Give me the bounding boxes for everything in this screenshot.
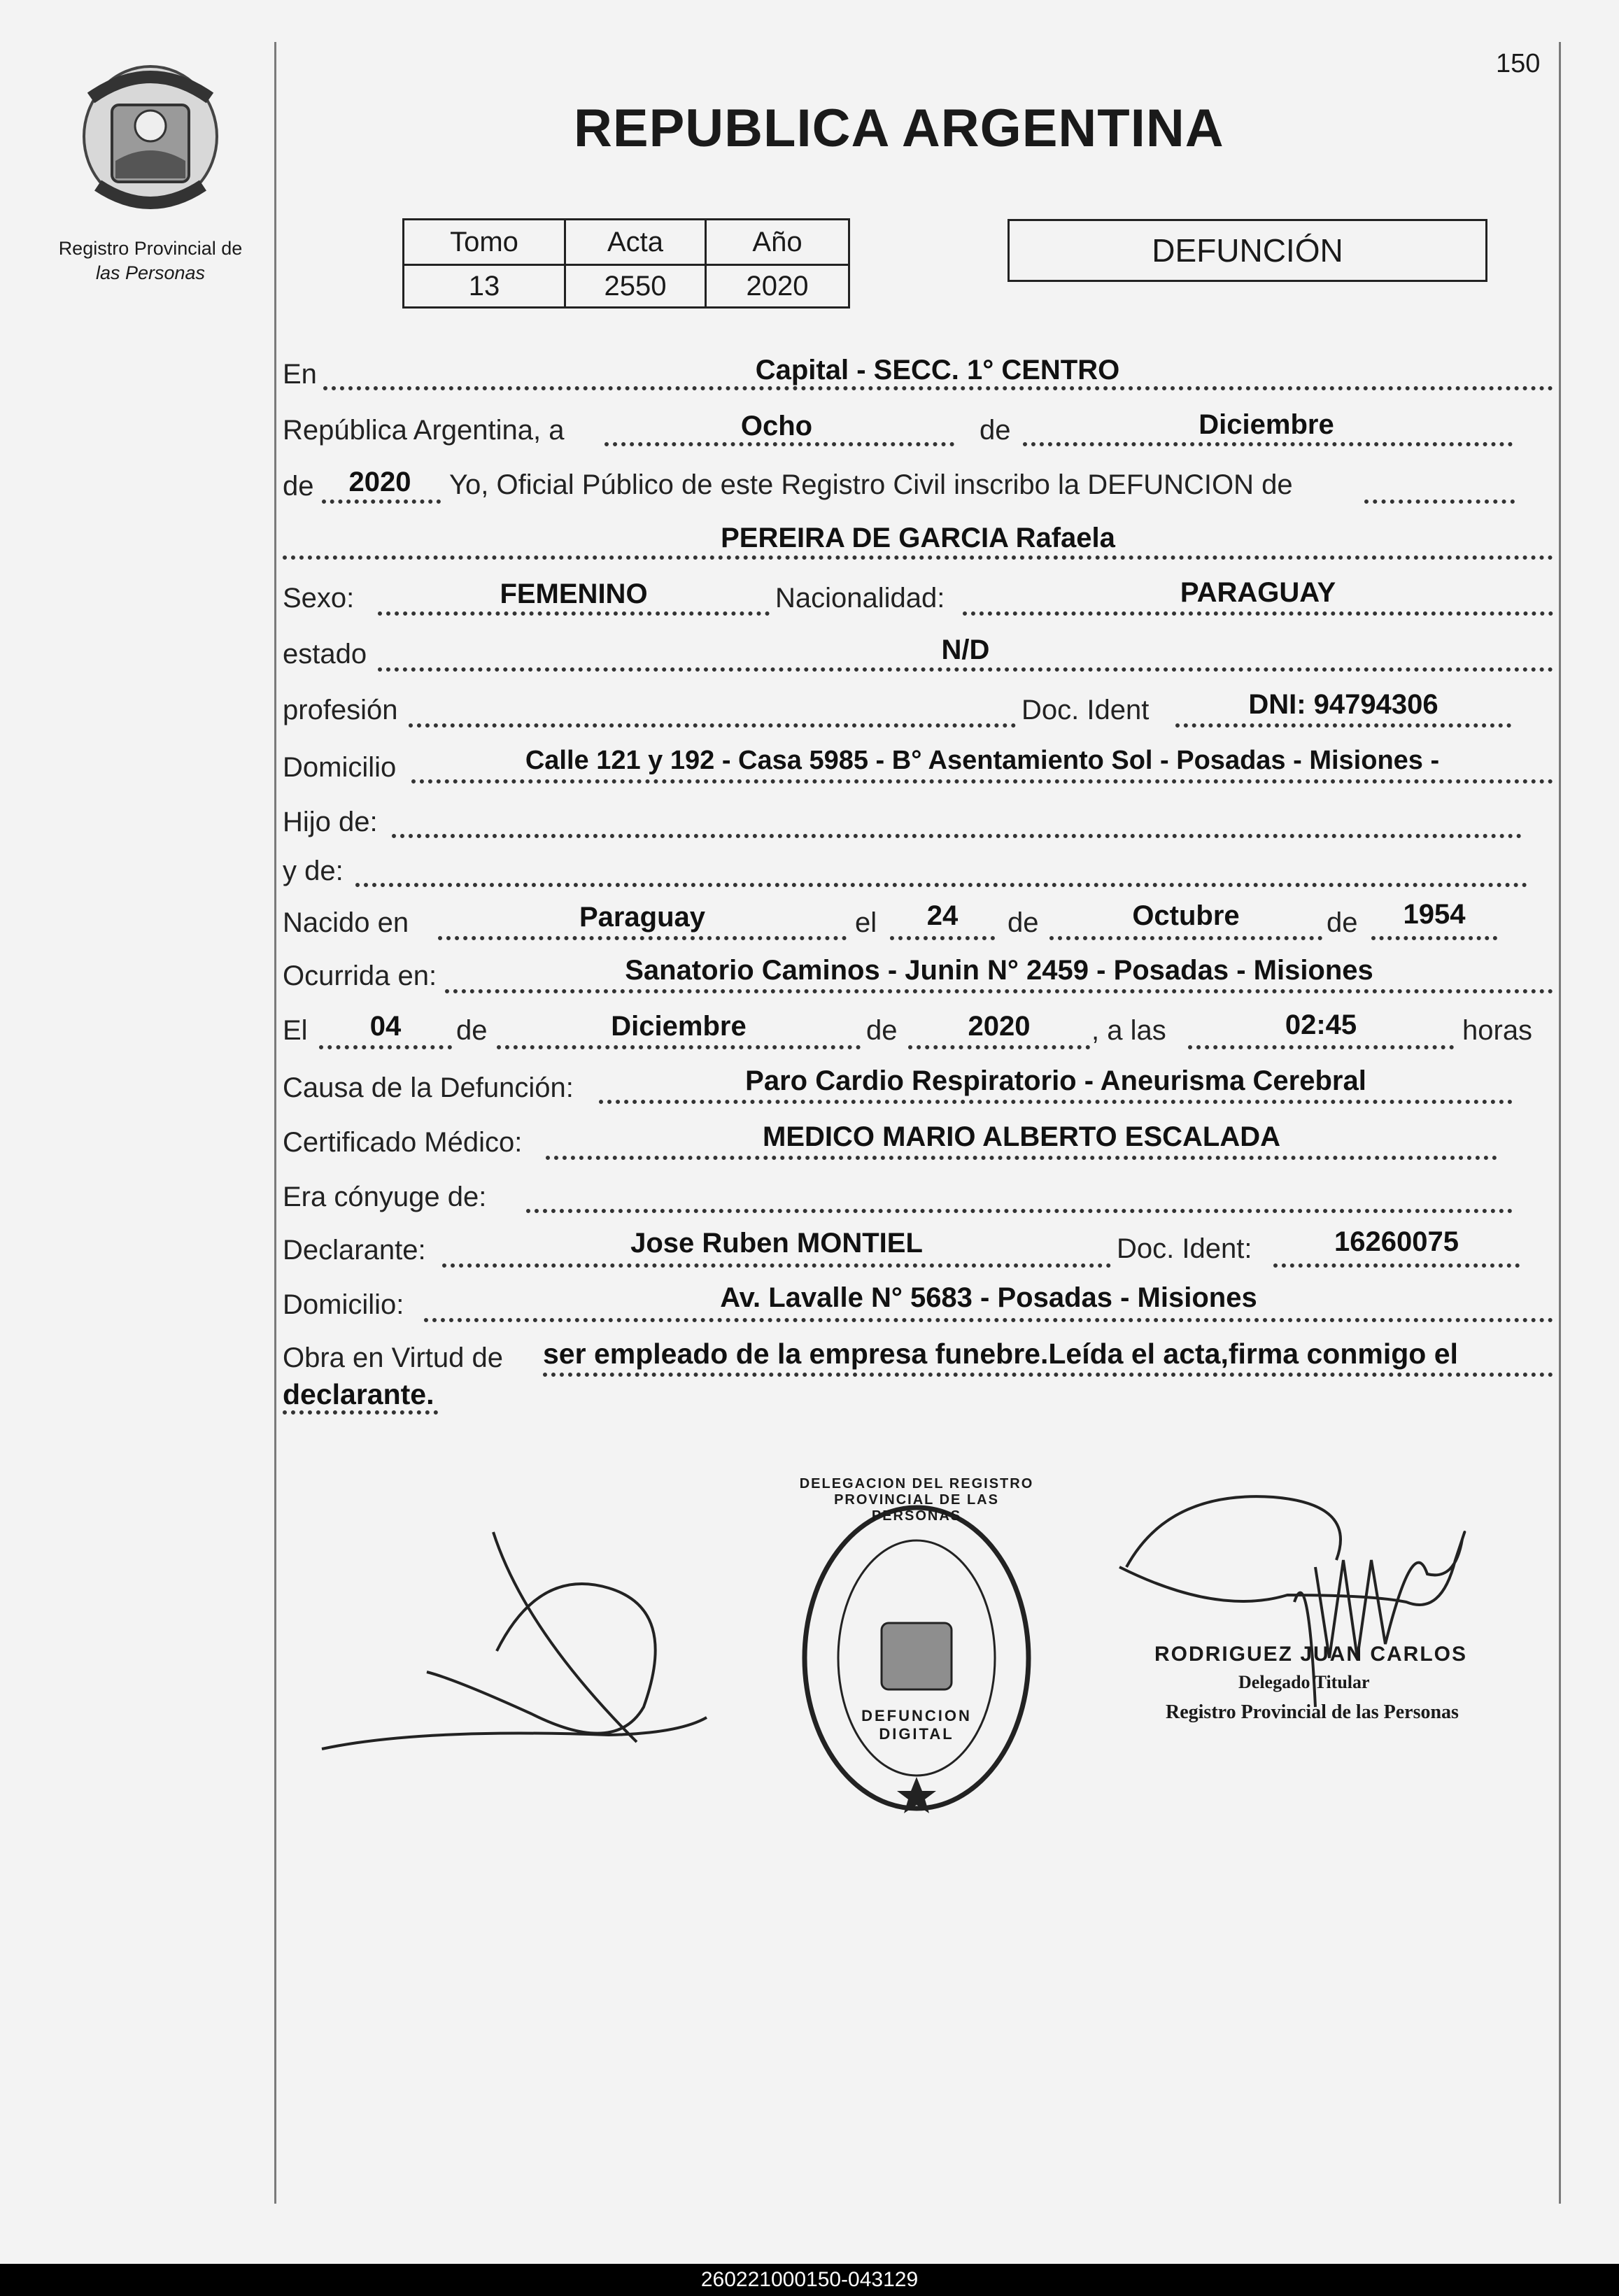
nac-de2-label: de (1327, 907, 1358, 938)
nac-day-dotted-line (890, 936, 995, 940)
obra-dotted-line (543, 1373, 1553, 1377)
domicilio-value: Calle 121 y 192 - Casa 5985 - B° Asentamiento Sol - Posadas - Misiones - (525, 746, 1440, 775)
official-stamp (798, 1476, 1035, 1819)
nac-month-value: Octubre (1132, 900, 1240, 931)
intro-text: Yo, Oficial Público de este Registro Civil inscribo la DEFUNCION de (449, 469, 1293, 500)
def-year-dotted-line (908, 1045, 1090, 1049)
obra-value: ser empleado de la empresa funebre.Leída el acta,firma conmigo el (543, 1338, 1458, 1370)
nacido-value: Paraguay (579, 902, 706, 933)
doc-ident-value: DNI: 94794306 (1248, 689, 1438, 720)
profesion-dotted-line (409, 723, 1016, 728)
footer-code: 260221000150-043129 (0, 2264, 1619, 2296)
certificado-value: MEDICO MARIO ALBERTO ESCALADA (763, 1121, 1280, 1152)
official-org: Registro Provincial de las Personas (1166, 1701, 1459, 1723)
page-title: REPUBLICA ARGENTINA (574, 99, 1224, 158)
nacionalidad-label: Nacionalidad: (775, 583, 945, 614)
nac-month-dotted-line (1049, 936, 1322, 940)
registry-name-line1: Registro Provincial de (58, 238, 243, 259)
ano-value: 2020 (706, 265, 849, 308)
month-dotted-line (1023, 442, 1513, 446)
estado-dotted-line (378, 667, 1553, 672)
de-label: de (980, 415, 1011, 446)
def-day-dotted-line (319, 1045, 452, 1049)
decl-doc-dotted-line (1273, 1263, 1520, 1268)
registry-name-line2: las Personas (95, 262, 206, 283)
right-margin-line (1559, 42, 1561, 2204)
stamp-ellipse-icon (798, 1497, 1035, 1819)
day-dotted-line (605, 442, 954, 446)
ocurrida-label: Ocurrida en: (283, 961, 437, 991)
intro-dotted-line (1364, 499, 1515, 504)
estado-value: N/D (941, 635, 990, 665)
el-label: el (855, 907, 877, 938)
decl-dom-label: Domicilio: (283, 1289, 404, 1320)
obra-label: Obra en Virtud de (283, 1342, 504, 1373)
yde-label: y de: (283, 856, 344, 886)
page-number: 150 (1496, 49, 1541, 78)
sexo-dotted-line (378, 611, 770, 616)
nac-de-label: de (1008, 907, 1039, 938)
nacionalidad-dotted-line (963, 611, 1553, 616)
yde-dotted-line (355, 883, 1527, 887)
domicilio-dotted-line (411, 779, 1553, 784)
declarante-dotted-line (442, 1263, 1111, 1268)
causa-label: Causa de la Defunción: (283, 1072, 574, 1103)
name-dotted-line (283, 555, 1553, 560)
alas-label: , a las (1091, 1015, 1166, 1046)
record-table-value-row (404, 265, 849, 308)
def-month-value: Diciembre (611, 1011, 747, 1042)
hijo-dotted-line (392, 834, 1522, 838)
decl-dom-value: Av. Lavalle N° 5683 - Posadas - Misiones (720, 1282, 1257, 1313)
hora-dotted-line (1188, 1045, 1454, 1049)
el-date-label: El (283, 1015, 308, 1046)
month-value: Diciembre (1199, 409, 1334, 440)
horas-label: horas (1462, 1015, 1533, 1046)
domicilio-label: Domicilio (283, 752, 397, 783)
nacido-dotted-line (438, 936, 847, 940)
causa-dotted-line (599, 1100, 1513, 1104)
obra-dotted-line-2 (283, 1410, 438, 1415)
def-year-value: 2020 (968, 1011, 1031, 1042)
def-de-label: de (456, 1015, 488, 1046)
declarante-label: Declarante: (283, 1235, 426, 1266)
declarante-value: Jose Ruben MONTIEL (630, 1228, 923, 1259)
decl-dom-dotted-line (424, 1318, 1553, 1322)
province-seal-logo (73, 56, 227, 213)
day-value: Ocho (740, 411, 813, 441)
conyuge-label: Era cónyuge de: (283, 1182, 487, 1212)
decl-doc-value: 16260075 (1334, 1226, 1459, 1257)
estado-label: estado (283, 639, 367, 669)
de-year-label: de (283, 471, 314, 502)
conyuge-dotted-line (526, 1209, 1513, 1213)
acta-value: 2550 (565, 265, 706, 308)
def-de2-label: de (866, 1015, 898, 1046)
certificado-label: Certificado Médico: (283, 1127, 523, 1158)
official-name: RODRIGUEZ JUAN CARLOS (1154, 1643, 1468, 1666)
nacido-label: Nacido en (283, 907, 409, 938)
official-signature (1063, 1476, 1497, 1805)
causa-value: Paro Cardio Respiratorio - Aneurisma Cerebral (745, 1065, 1366, 1096)
def-day-value: 04 (369, 1011, 402, 1042)
sexo-label: Sexo: (283, 583, 355, 614)
decl-doc-label: Doc. Ident: (1117, 1233, 1252, 1264)
stamp-ring-text: DELEGACION DEL REGISTRO PROVINCIAL DE LAS PERSONAS (799, 1476, 1034, 1524)
acta-header: Acta (565, 220, 706, 265)
sexo-value: FEMENINO (500, 579, 648, 609)
obra-value-2: declarante. (283, 1378, 434, 1410)
tomo-header: Tomo (404, 220, 565, 265)
year-value: 2020 (348, 467, 411, 497)
doc-ident-label: Doc. Ident (1021, 695, 1150, 725)
certificado-dotted-line (546, 1156, 1497, 1160)
doc-ident-dotted-line (1175, 723, 1511, 728)
nac-year-value: 1954 (1403, 899, 1466, 930)
deceased-name-value: PEREIRA DE GARCIA Rafaela (721, 523, 1115, 553)
record-table (402, 218, 850, 309)
en-value: Capital - SECC. 1° CENTRO (755, 355, 1120, 385)
declarant-signature (315, 1511, 735, 1770)
ocurrida-value: Sanatorio Caminos - Junin N° 2459 - Posadas - Misiones (625, 955, 1373, 986)
left-margin-line (274, 42, 276, 2204)
doc-type-box: DEFUNCIÓN (1008, 219, 1487, 282)
official-role: Delegado Titular (1238, 1672, 1370, 1692)
tomo-value: 13 (404, 265, 565, 308)
def-month-dotted-line (497, 1045, 861, 1049)
ano-header: Año (706, 220, 849, 265)
en-dotted-line (323, 386, 1553, 390)
record-table-header-row (404, 220, 849, 265)
hora-value: 02:45 (1285, 1009, 1357, 1040)
year-dotted-line (322, 499, 441, 504)
nac-day-value: 24 (926, 900, 959, 931)
profesion-label: profesión (283, 695, 398, 725)
ocurrida-dotted-line (445, 989, 1553, 993)
nac-year-dotted-line (1371, 936, 1497, 940)
hijo-label: Hijo de: (283, 807, 378, 837)
en-label: En (283, 359, 317, 390)
republica-label: República Argentina, a (283, 415, 565, 446)
stamp-inner-text: DEFUNCION DIGITAL (861, 1707, 972, 1743)
nacionalidad-value: PARAGUAY (1180, 577, 1336, 608)
